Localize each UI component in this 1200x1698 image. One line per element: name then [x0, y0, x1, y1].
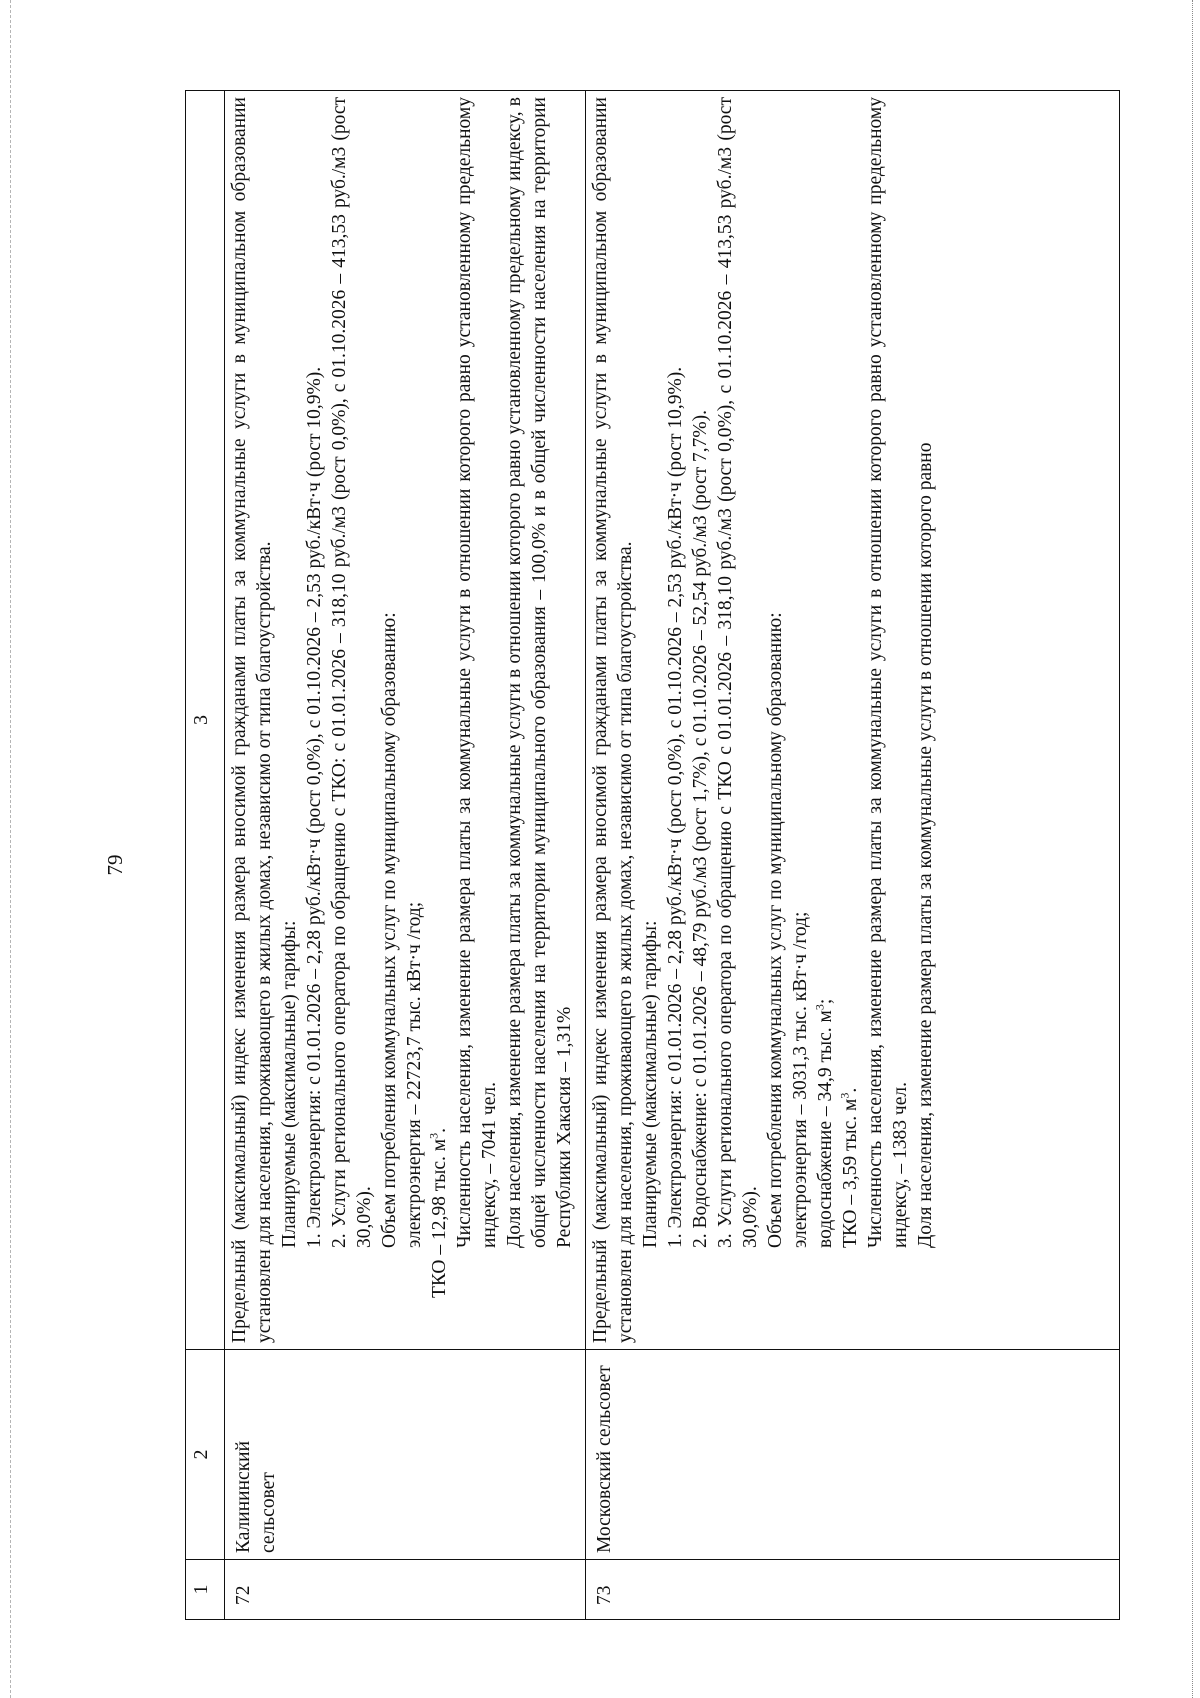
description-line: 3. Услуги регионального оператора по обращению с ТКО с 01.01.2026 – 318,10 руб./м3 (рост 0,0%), с 01.10.2026 – 413,53 руб./м3 (рост 30,0%). — [715, 97, 761, 1248]
header-cell-2: 2 — [186, 1350, 225, 1560]
description-line — [838, 97, 863, 1343]
description-line: Доля населения, изменение размера платы за коммунальные услуги в отношении которого равно — [915, 442, 936, 1248]
header-cell-1: 1 — [186, 1560, 225, 1620]
description-line — [813, 97, 838, 1343]
volume-text: ТКО – 12,98 тыс. м — [429, 1138, 450, 1298]
row-description — [586, 91, 1120, 1350]
punctuation: ; — [815, 998, 836, 1005]
description-line: Объем потребления коммунальных услуг по муниципальному образованию: — [379, 612, 400, 1248]
description-line: Планируемые (максимальные) тарифы: — [640, 920, 661, 1248]
municipality-name: Московский сельсовет — [586, 1350, 1120, 1560]
description-line: Объем потребления коммунальных услуг по муниципальному образованию: — [765, 612, 786, 1248]
scan-edge-left — [10, 0, 11, 1698]
table-row — [586, 91, 1120, 1620]
description-line: Планируемые (максимальные) тарифы: — [279, 920, 300, 1248]
description-line: Доля населения, изменение размера платы за коммунальные услуги в отношении которого равно установленному предельному индексу, в общей численности населения на территории муниципального образования – 100,0% и в общей численности населения на территории Республики Хакасия – 1,31% — [504, 97, 575, 1248]
page-number: 79 — [103, 854, 127, 876]
description-line: Предельный (максимальный) индекс изменения размера вносимой гражданами платы за коммунальные услуги в муниципальном образовании установлен для населения, проживающего в жилых домах, независимо от типа благоустройства. — [590, 97, 636, 1343]
row-description — [225, 91, 586, 1350]
description-line: Численность населения, изменение размера платы за коммунальные услуги в отношении которого равно установленному предельному индексу, – 1383 чел. — [865, 97, 911, 1248]
description-line — [427, 97, 452, 1343]
header-cell-3: 3 — [186, 91, 225, 1350]
rotated-page — [185, 90, 1120, 1620]
description-line: Предельный (максимальный) индекс изменения размера вносимой гражданами платы за коммунальные услуги в муниципальном образовании установлен для населения, проживающего в жилых домах, независимо от типа благоустройства. — [229, 97, 275, 1343]
description-line: электроэнергия – 22723,7 тыс. кВт·ч /год; — [404, 901, 425, 1248]
superscript: 3 — [426, 1132, 441, 1139]
row-number: 73 — [586, 1560, 1120, 1620]
punctuation: . — [429, 1127, 450, 1133]
table-header-row — [186, 91, 225, 1620]
description-line: электроэнергия – 3031,3 тыс. кВт·ч /год; — [790, 911, 811, 1248]
volume-text: водоснабжение – 34,9 тыс. м — [815, 1010, 836, 1248]
scan-edge-right — [1192, 0, 1193, 1698]
volume-text: ТКО – 3,59 тыс. м — [840, 1098, 861, 1248]
description-line: Численность населения, изменение размера платы за коммунальные услуги в отношении которого равно установленному предельному индексу, – 7041 чел. — [454, 97, 500, 1248]
punctuation: . — [840, 1087, 861, 1093]
description-line: 1. Электроэнергия: с 01.01.2026 – 2,28 руб./кВт·ч (рост 0,0%), с 01.10.2026 – 2,53 руб./кВт·ч (рост 10,9%). — [304, 366, 325, 1248]
description-line: 2. Водоснабжение: с 01.01.2026 – 48,79 руб./м3 (рост 1,7%), с 01.10.2026 – 52,54 руб./м3 (рост 7,7%). — [690, 409, 711, 1248]
tariff-table — [185, 90, 1120, 1620]
municipality-name: Калининский сельсовет — [225, 1350, 586, 1560]
superscript: 3 — [812, 1004, 827, 1011]
description-line: 2. Услуги регионального оператора по обращению с ТКО: с 01.01.2026 – 318,10 руб./м3 (рост 0,0%), с 01.10.2026 – 413,53 руб./м3 (рост 30,0%). — [329, 97, 375, 1248]
row-number: 72 — [225, 1560, 586, 1620]
description-line: 1. Электроэнергия: с 01.01.2026 – 2,28 руб./кВт·ч (рост 0,0%), с 01.10.2026 – 2,53 руб./кВт·ч (рост 10,9%). — [665, 366, 686, 1248]
table-row — [225, 91, 586, 1620]
superscript: 3 — [837, 1092, 852, 1099]
